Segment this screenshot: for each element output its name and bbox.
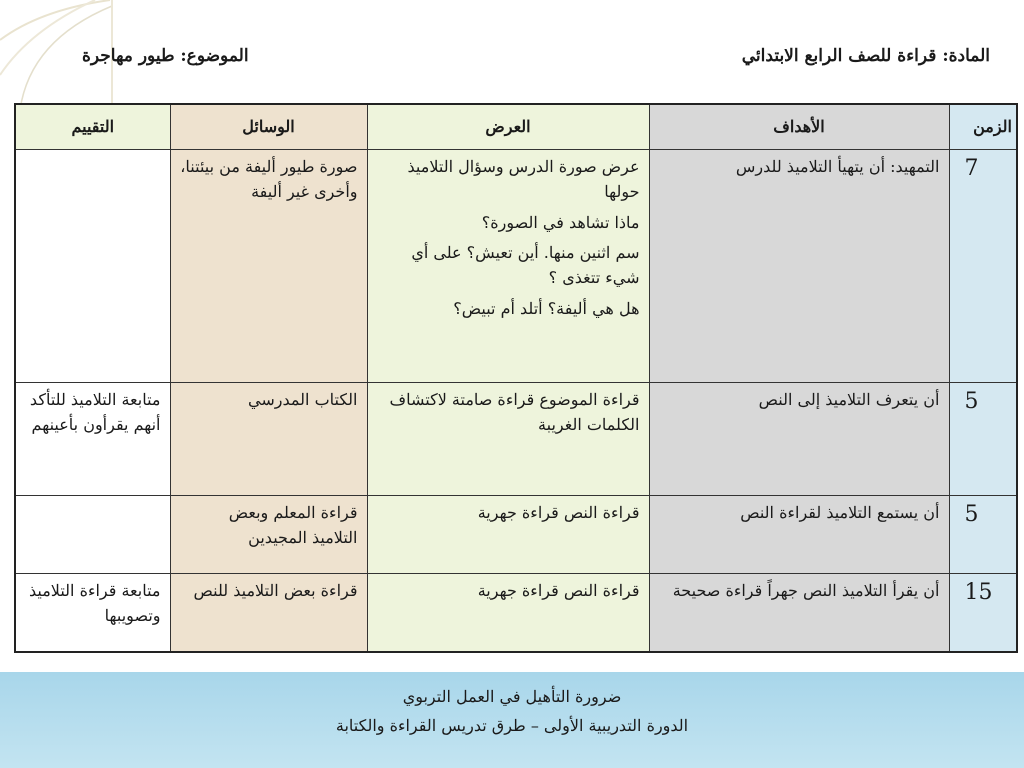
presentation-line: هل هي أليفة؟ أتلد أم تبيض؟	[453, 298, 640, 318]
cell-goals: التمهيد: أن يتهيأ التلاميذ للدرس	[649, 150, 949, 383]
time-value: 5	[964, 389, 979, 414]
cell-goals: أن يتعرف التلاميذ إلى النص	[649, 383, 949, 496]
lesson-plan-table	[14, 103, 1018, 653]
presentation-line: ماذا تشاهد في الصورة؟	[481, 212, 640, 232]
presentation-line: قراءة النص قراءة جهرية	[477, 581, 640, 600]
slide-header	[30, 46, 994, 76]
cell-tools: الكتاب المدرسي	[170, 383, 367, 496]
cell-tools: قراءة بعض التلاميذ للنص	[170, 574, 367, 652]
cell-presentation	[367, 383, 649, 496]
header-goals: الأهداف	[649, 104, 949, 150]
cell-presentation	[367, 150, 649, 383]
header-presentation: العرض	[367, 104, 649, 150]
cell-evaluation: متابعة قراءة التلاميذ وتصويبها	[15, 574, 170, 652]
cell-tools: قراءة المعلم وبعض التلاميذ المجيدين	[170, 496, 367, 574]
cell-tools: صورة طيور أليفة من بيئتنا، وأخرى غير أليفة	[170, 150, 367, 383]
cell-time	[949, 574, 1017, 652]
subject-title: المادة: قراءة للصف الرابع الابتدائي	[741, 46, 990, 66]
time-value: 5	[964, 502, 979, 527]
time-value: 15	[964, 580, 993, 605]
cell-goals: أن يستمع التلاميذ لقراءة النص	[649, 496, 949, 574]
cell-evaluation	[15, 496, 170, 574]
header-tools: الوسائل	[170, 104, 367, 150]
header-evaluation: التقييم	[15, 104, 170, 150]
table-header-row	[15, 104, 1017, 150]
topic-title: الموضوع: طيور مهاجرة	[82, 46, 249, 66]
cell-time	[949, 150, 1017, 383]
cell-presentation	[367, 496, 649, 574]
header-time: الزمن	[949, 104, 1017, 150]
table-row	[15, 150, 1017, 383]
presentation-line: سم اثنين منها. أين تعيش؟ على أي شيء تتغذى ؟	[411, 243, 640, 288]
time-value: 7	[964, 156, 979, 181]
presentation-line: قراءة النص قراءة جهرية	[477, 503, 640, 522]
footer-line-1: ضرورة التأهيل في العمل التربوي	[402, 687, 622, 706]
cell-presentation	[367, 574, 649, 652]
cell-time	[949, 496, 1017, 574]
cell-goals: أن يقرأ التلاميذ النص جهراً قراءة صحيحة	[649, 574, 949, 652]
cell-time	[949, 383, 1017, 496]
cell-evaluation	[15, 150, 170, 383]
presentation-line: قراءة الموضوع قراءة صامتة لاكتشاف الكلمات الغريبة	[389, 390, 640, 434]
slide-footer	[0, 672, 1024, 768]
table-row	[15, 574, 1017, 652]
table-row	[15, 496, 1017, 574]
presentation-line: عرض صورة الدرس وسؤال التلاميذ حولها	[407, 157, 640, 201]
footer-line-2: الدورة التدريبية الأولى – طرق تدريس القراءة والكتابة	[335, 716, 689, 735]
table-row	[15, 383, 1017, 496]
cell-evaluation: متابعة التلاميذ للتأكد أنهم يقرأون بأعينهم	[15, 383, 170, 496]
